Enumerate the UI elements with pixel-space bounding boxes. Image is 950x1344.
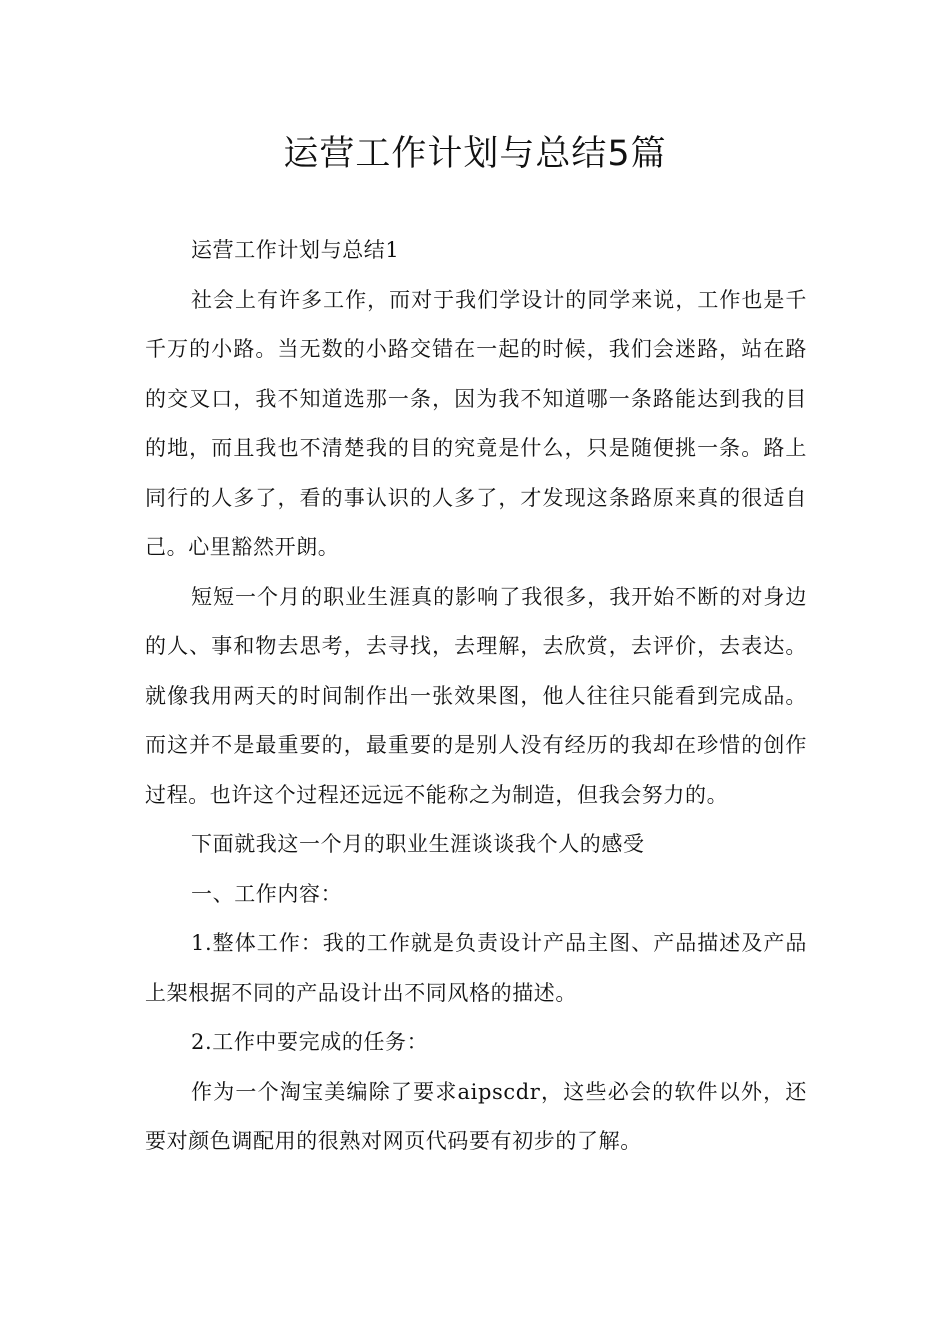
document-title: 运营工作计划与总结5篇 bbox=[283, 134, 667, 174]
list-heading: 一、工作内容： bbox=[191, 881, 343, 906]
paragraph: 下面就我这一个月的职业生涯谈谈我个人的感受 bbox=[191, 832, 645, 856]
list-item: 2.工作中要完成的任务： bbox=[191, 1030, 429, 1054]
paragraph: 作为一个淘宝美编除了要求aipscdr，这些必会的软件以外，还要对颜色调配用的很熟对网页代码要有初步的了解。 bbox=[145, 1079, 807, 1153]
document-body bbox=[145, 226, 807, 1167]
section-heading: 运营工作计划与总结1 bbox=[191, 238, 400, 262]
paragraph: 社会上有许多工作，而对于我们学设计的同学来说，工作也是千千万的小路。当无数的小路交错在一起的时候，我们会迷路，站在路的交叉口，我不知道选那一条，因为我不知道哪一条路能达到我的目的地，而且我也不清楚我的目的究竟是什么，只是随便挑一条。路上同行的人多了，看的事认识的人多了，才发现这条路原来真的很适自己。心里豁然开朗。 bbox=[145, 287, 807, 559]
list-item: 1.整体工作：我的工作就是负责设计产品主图、产品描述及产品上架根据不同的产品设计出不同风格的描述。 bbox=[145, 931, 807, 1005]
paragraph: 短短一个月的职业生涯真的影响了我很多，我开始不断的对身边的人、事和物去思考，去寻找，去理解，去欣赏，去评价，去表达。就像我用两天的时间制作出一张效果图，他人往往只能看到完成品。而这并不是最重要的，最重要的是别人没有经历的我却在珍惜的创作过程。也许这个过程还远远不能称之为制造，但我会努力的。 bbox=[145, 584, 807, 807]
